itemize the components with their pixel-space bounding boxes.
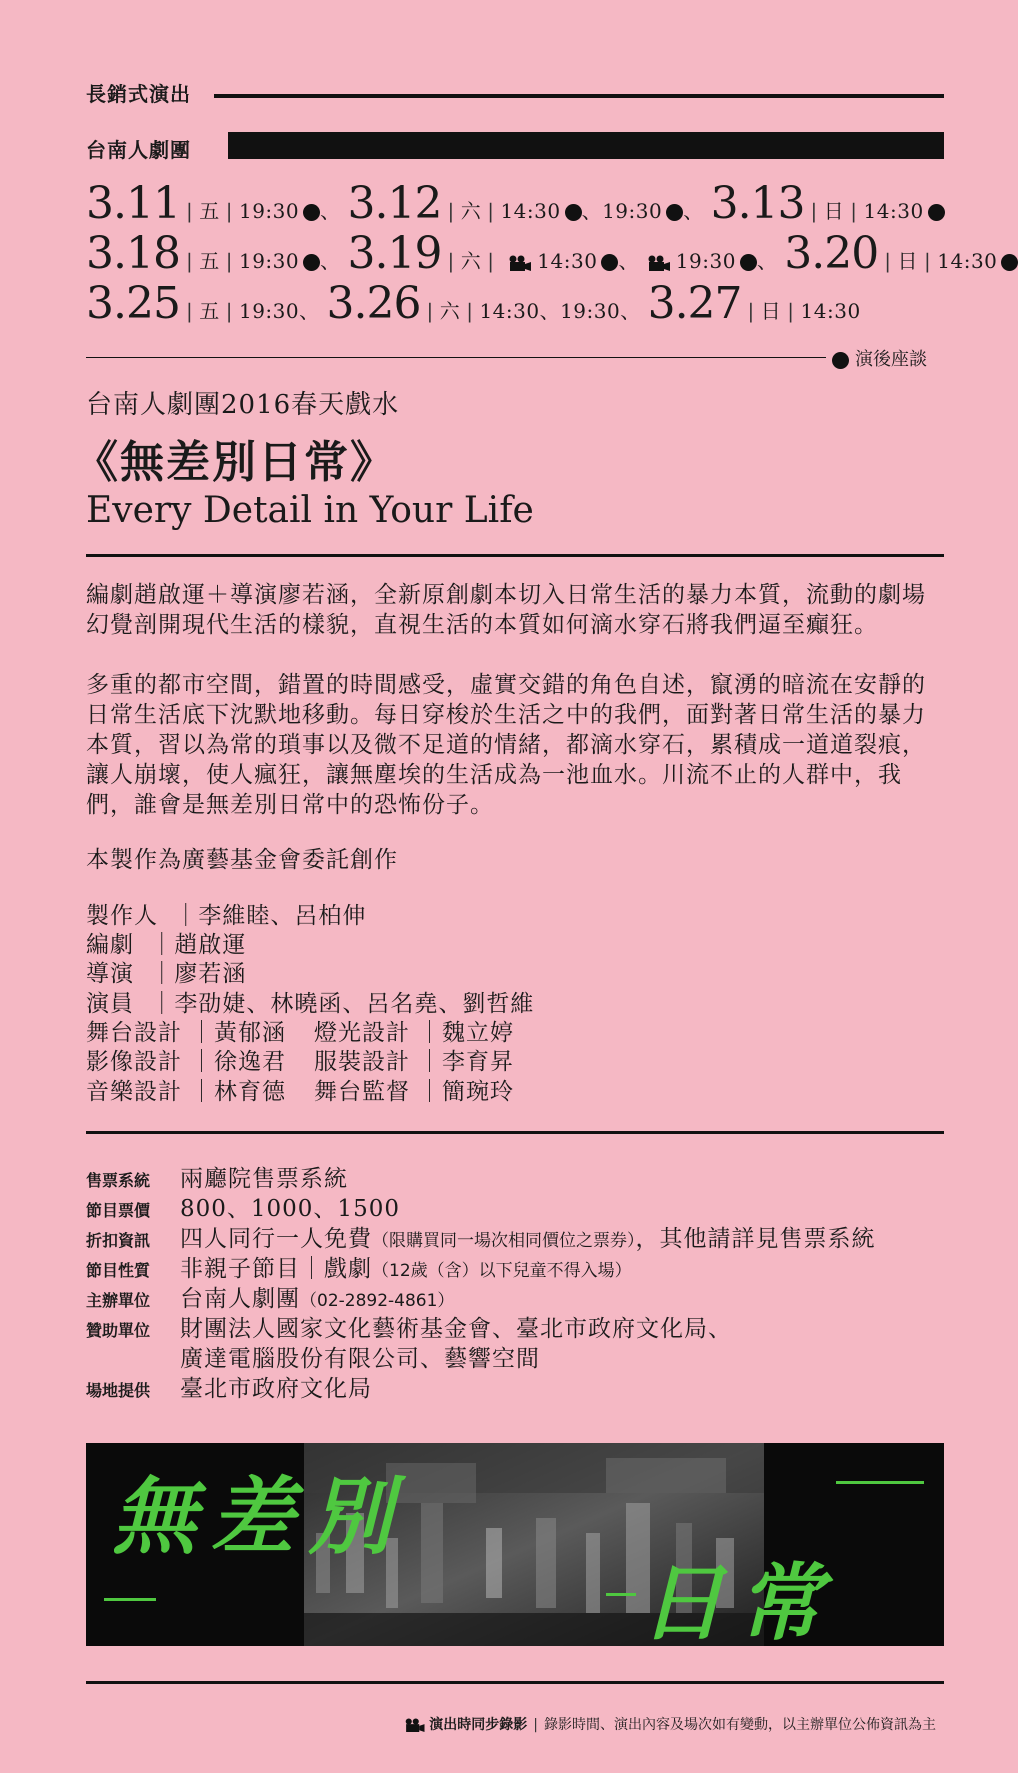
weekday: 六 [439, 299, 461, 323]
credit-value: 李維睦、呂柏伸 [198, 903, 367, 929]
time: 14:30 [937, 249, 998, 273]
footer-label: 演出時同步錄影 [429, 1717, 528, 1733]
video-camera-icon [646, 255, 670, 271]
info-venue [86, 1370, 372, 1403]
weekday: 五 [199, 249, 220, 273]
legend-rule [86, 357, 826, 358]
info-key: 折扣資訊 [86, 1231, 151, 1250]
time: 19:30 [238, 199, 300, 223]
post-show-talk-dot-icon [303, 254, 320, 271]
schedule-row-2: 3.18 | 五 | 19:30 、 3.19 | 六 | 14:30 、 19:30 、 3.20 | 日 | 14:30 [86, 228, 1018, 279]
company-bar [228, 132, 944, 159]
credit-value: 魏立婷 [442, 1020, 514, 1046]
time: 14:30 [863, 199, 924, 223]
time: 14:30 [800, 299, 861, 323]
info-note: （限購買同一場次相同價位之票券） [372, 1231, 636, 1251]
category-label: 長銷式演出 [86, 82, 191, 106]
credit-label: 編劇 [86, 932, 134, 958]
info-key: 場地提供 [86, 1381, 151, 1400]
credit-label: 製作人 [86, 903, 158, 929]
credit-label: 演員 [86, 991, 134, 1017]
time: 14:30 [537, 249, 598, 273]
banner-title-left: 無差別 [112, 1467, 407, 1566]
date: 3.12 [347, 178, 442, 229]
info-value: 台南人劇團 [180, 1286, 300, 1312]
legend-label: 演後座談 [855, 349, 927, 370]
credit-value: 李育昇 [442, 1049, 514, 1075]
post-show-talk-dot-icon [601, 254, 618, 271]
time: 19:30 [238, 299, 300, 323]
schedule-row-1: 3.11 | 五 | 19:30 、 3.12 | 六 | 14:30 、19:30 、 3.13 | 日 | 14:30 [86, 178, 945, 229]
credit-row: 舞台設計 ｜黃郁涵 燈光設計 ｜魏立婷 [86, 1019, 514, 1049]
info-price [86, 1190, 400, 1223]
post-show-talk-dot-icon [666, 204, 683, 221]
credit-row: 製作人 ｜李維睦、呂柏伸 [86, 902, 366, 932]
weekday: 六 [460, 249, 482, 273]
schedule-row-3: 3.25 | 五 | 19:30、 3.26 | 六 | 14:30、19:30、 3.27 | 日 | 14:30 [86, 278, 861, 329]
credit-value: 林育德 [214, 1079, 286, 1105]
intro-paragraph: 編劇趙啟運＋導演廖若涵，全新原創劇本切入日常生活的暴力本質，流動的劇場幻覺剖開現代生活的樣貌，直視生活的本質如何滴水穿石將我們逼至癲狂。 [86, 582, 926, 638]
info-sponsor-cont [86, 1340, 540, 1373]
credit-value: 李劭婕、林曉函、呂名堯、劉哲維 [174, 991, 535, 1017]
weekday: 五 [199, 299, 220, 323]
series-title: 台南人劇團2016春天戲水 [86, 390, 400, 420]
company-label: 台南人劇團 [86, 138, 191, 162]
credit-value: 廖若涵 [174, 961, 247, 987]
info-value: 財團法人國家文化藝術基金會、臺北市政府文化局、 [180, 1316, 732, 1342]
weekday: 日 [823, 199, 845, 223]
date: 3.13 [710, 178, 805, 229]
credit-label: 影像設計 [86, 1049, 182, 1075]
credit-label: 導演 [86, 961, 134, 987]
info-note: （02-2892-4861） [300, 1291, 455, 1311]
time: 14:30 [500, 199, 561, 223]
credit-row: 音樂設計 ｜林育德 舞台監督 ｜簡琬玲 [86, 1078, 514, 1108]
footer-divider [86, 1681, 944, 1684]
info-note: （12歲（含）以下兒童不得入場） [372, 1261, 632, 1281]
banner-dash [104, 1598, 156, 1601]
info-organizer [86, 1280, 454, 1313]
banner-dash [606, 1593, 636, 1596]
info-key: 節目性質 [86, 1261, 151, 1280]
video-camera-icon [507, 255, 531, 271]
time: 19:30 [602, 199, 663, 223]
date: 3.19 [347, 228, 442, 279]
legend [832, 345, 927, 371]
date: 3.20 [784, 228, 879, 279]
synopsis-paragraph: 多重的都市空間，錯置的時間感受，虛實交錯的角色自述，竄湧的暗流在安靜的日常生活底下沈默地移動。每日穿梭於生活之中的我們，面對著日常生活的暴力本質，習以為常的瑣事以及微不足道的情緒，都滴水穿石，累積成一道道裂痕，讓人崩壞，使人瘋狂，讓無塵埃的生活成為一池血水。川流不止的人群中，我們，誰會是無差別日常中的恐怖份子。 [86, 672, 926, 818]
credit-label: 舞台設計 [86, 1020, 182, 1046]
post-show-talk-dot-icon [740, 254, 757, 271]
info-nature [86, 1250, 632, 1283]
commission-note: 本製作為廣藝基金會委託創作 [86, 847, 398, 873]
date: 3.27 [647, 278, 742, 329]
post-show-talk-dot-icon [1001, 254, 1018, 271]
info-key: 售票系統 [86, 1171, 151, 1190]
credit-value: 簡琬玲 [442, 1079, 514, 1105]
info-value: 兩廳院售票系統 [180, 1166, 348, 1192]
section-divider [86, 1131, 944, 1134]
video-camera-icon [403, 1718, 425, 1732]
info-discount [86, 1220, 876, 1253]
credit-row: 影像設計 ｜徐逸君 服裝設計 ｜李育昇 [86, 1048, 514, 1078]
info-value: 臺北市政府文化局 [180, 1376, 372, 1402]
page-title: 《無差別日常》 [74, 437, 396, 488]
info-value: 廣達電腦股份有限公司、藝響空間 [180, 1346, 540, 1372]
weekday: 日 [760, 299, 782, 323]
time: 14:30、19:30 [479, 299, 621, 323]
post-show-talk-dot-icon [928, 204, 945, 221]
section-divider [86, 554, 944, 557]
info-sponsor [86, 1310, 732, 1343]
info-key: 主辦單位 [86, 1291, 151, 1310]
weekday: 日 [897, 249, 919, 273]
weekday: 六 [460, 199, 482, 223]
info-value: 800、1000、1500 [180, 1196, 400, 1222]
footer-note: 演出時同步錄影 | 錄影時間、演出內容及場次如有變動，以主辦單位公佈資訊為主 [403, 1714, 936, 1734]
credit-row: 導演 ｜廖若涵 [86, 960, 246, 990]
credit-value: 黃郁涵 [214, 1020, 286, 1046]
credit-label: 服裝設計 [314, 1049, 410, 1075]
info-ticket-system [86, 1160, 348, 1193]
credit-label: 舞台監督 [314, 1079, 410, 1105]
credit-row: 演員 ｜李劭婕、林曉函、呂名堯、劉哲維 [86, 990, 534, 1020]
date: 3.25 [86, 278, 180, 329]
banner-title-right: 日常 [640, 1553, 837, 1652]
credit-value: 趙啟運 [174, 932, 247, 958]
time: 19:30 [238, 249, 300, 273]
info-key: 贊助單位 [86, 1321, 151, 1340]
banner-dash [836, 1481, 924, 1484]
credit-row: 編劇 ｜趙啟運 [86, 931, 246, 961]
date: 3.11 [86, 178, 180, 229]
english-title: Every Detail in Your Life [86, 490, 534, 531]
time: 19:30 [675, 249, 736, 273]
info-value: 四人同行一人免費 [180, 1226, 372, 1252]
weekday: 五 [199, 199, 220, 223]
info-value: 非親子節目｜戲劇 [180, 1256, 372, 1282]
post-show-talk-dot-icon [832, 352, 849, 369]
date: 3.26 [326, 278, 421, 329]
info-key: 節目票價 [86, 1201, 151, 1220]
post-show-talk-dot-icon [303, 204, 320, 221]
credit-label: 燈光設計 [314, 1020, 410, 1046]
category-rule [214, 94, 944, 98]
credit-value: 徐逸君 [214, 1049, 286, 1075]
info-value-tail: ，其他請詳見售票系統 [635, 1226, 876, 1252]
date: 3.18 [86, 228, 180, 279]
credit-label: 音樂設計 [86, 1079, 182, 1105]
footer-text: 錄影時間、演出內容及場次如有變動，以主辦單位公佈資訊為主 [544, 1717, 936, 1733]
post-show-talk-dot-icon [565, 204, 582, 221]
